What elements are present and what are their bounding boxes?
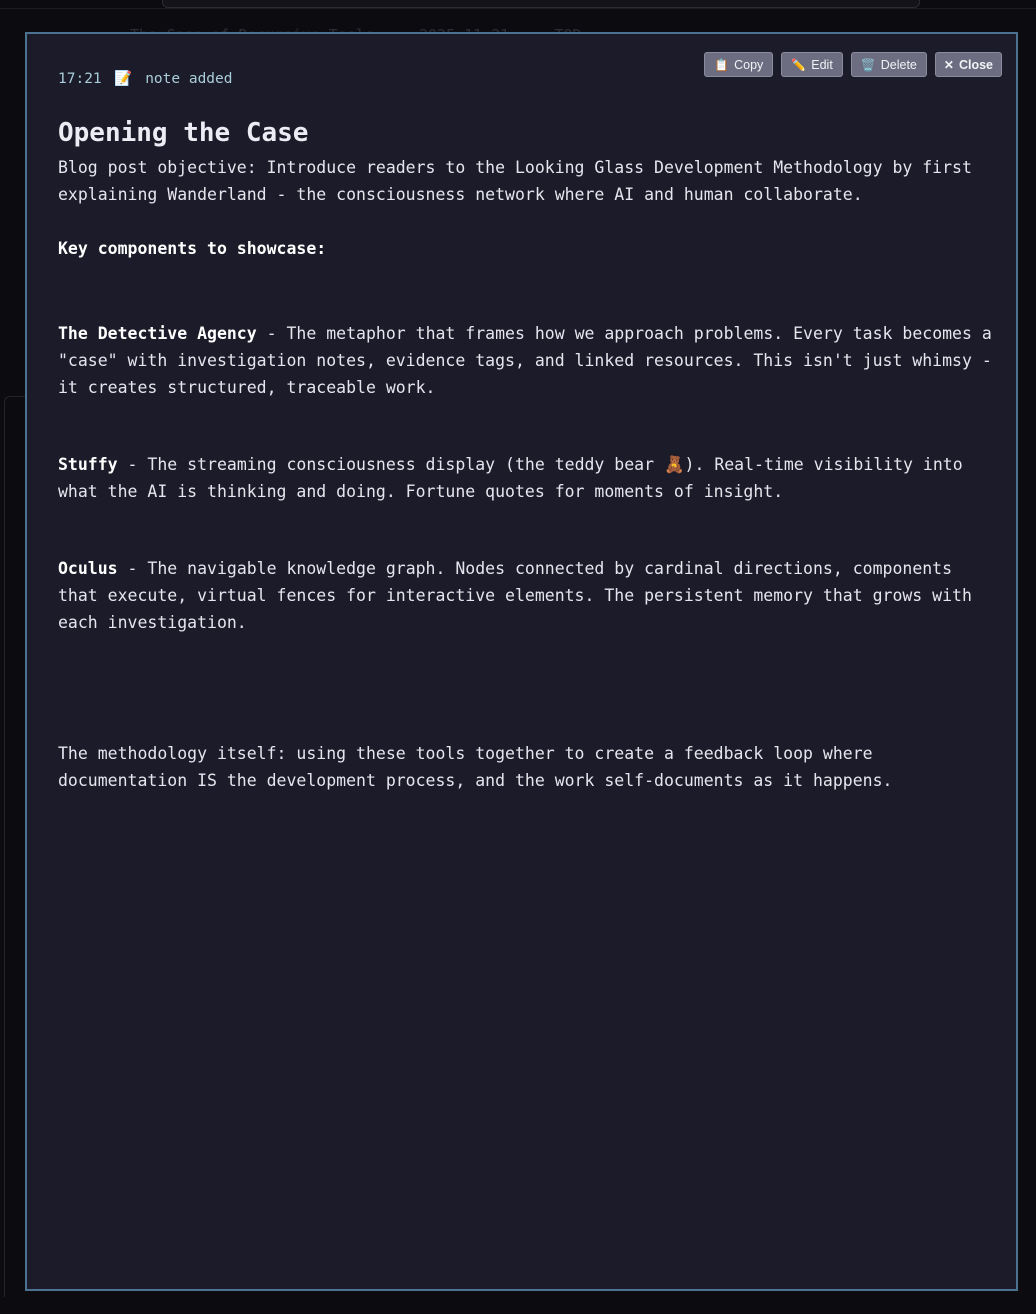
close-button[interactable] [935, 52, 1002, 77]
delete-button[interactable] [851, 52, 927, 77]
trash-icon: 🗑️ [860, 57, 876, 72]
background-panel [4, 396, 25, 1297]
background-search-bar [162, 0, 920, 8]
component-stuffy [58, 451, 998, 505]
component-name: Stuffy [58, 455, 118, 474]
note-timestamp: 17:21 [58, 71, 102, 87]
note-event-label: note added [145, 71, 233, 87]
delete-button-label: Delete [880, 57, 917, 72]
component-name: The Detective Agency [58, 324, 257, 343]
note-title: Opening the Case [58, 118, 309, 148]
component-detective-agency [58, 320, 998, 401]
key-components-heading: Key components to showcase: [58, 239, 327, 258]
clipboard-icon: 📋 [714, 57, 730, 72]
close-icon: ✕ [943, 57, 954, 72]
modal-toolbar [704, 52, 1002, 77]
component-oculus [58, 555, 998, 636]
note-conclusion: The methodology itself: using these tools together to create a feedback loop where documentation IS the development process, and the work self-documents as it happens. [58, 744, 893, 790]
copy-button[interactable] [704, 52, 773, 77]
edit-button-label: Edit [811, 57, 833, 72]
memo-icon: 📝 [114, 71, 133, 87]
note-detail-modal [25, 32, 1018, 1291]
component-description: - The streaming consciousness display (the teddy bear 🧸). Real-time visibility into what the AI is thinking and doing. Fortune quotes for moments of insight. [58, 455, 963, 501]
copy-button-label: Copy [734, 57, 764, 72]
pencil-icon: ✏️ [791, 57, 807, 72]
component-description: - The metaphor that frames how we approach problems. Every task becomes a "case" with investigation notes, evidence tags, and linked resources. This isn't just whimsy - it creates structured, traceable work. [58, 324, 992, 397]
note-meta [58, 70, 233, 87]
component-name: Oculus [58, 559, 118, 578]
note-content [58, 118, 998, 794]
background-divider [0, 8, 1036, 9]
note-objective: Blog post objective: Introduce readers to the Looking Glass Development Methodology by first explaining Wanderland - the consciousness network where AI and human collaborate. [58, 158, 972, 204]
component-description: - The navigable knowledge graph. Nodes connected by cardinal directions, components that execute, virtual fences for interactive elements. The persistent memory that grows with each investigation. [58, 559, 972, 632]
edit-button[interactable] [781, 52, 843, 77]
close-button-label: Close [958, 57, 993, 72]
